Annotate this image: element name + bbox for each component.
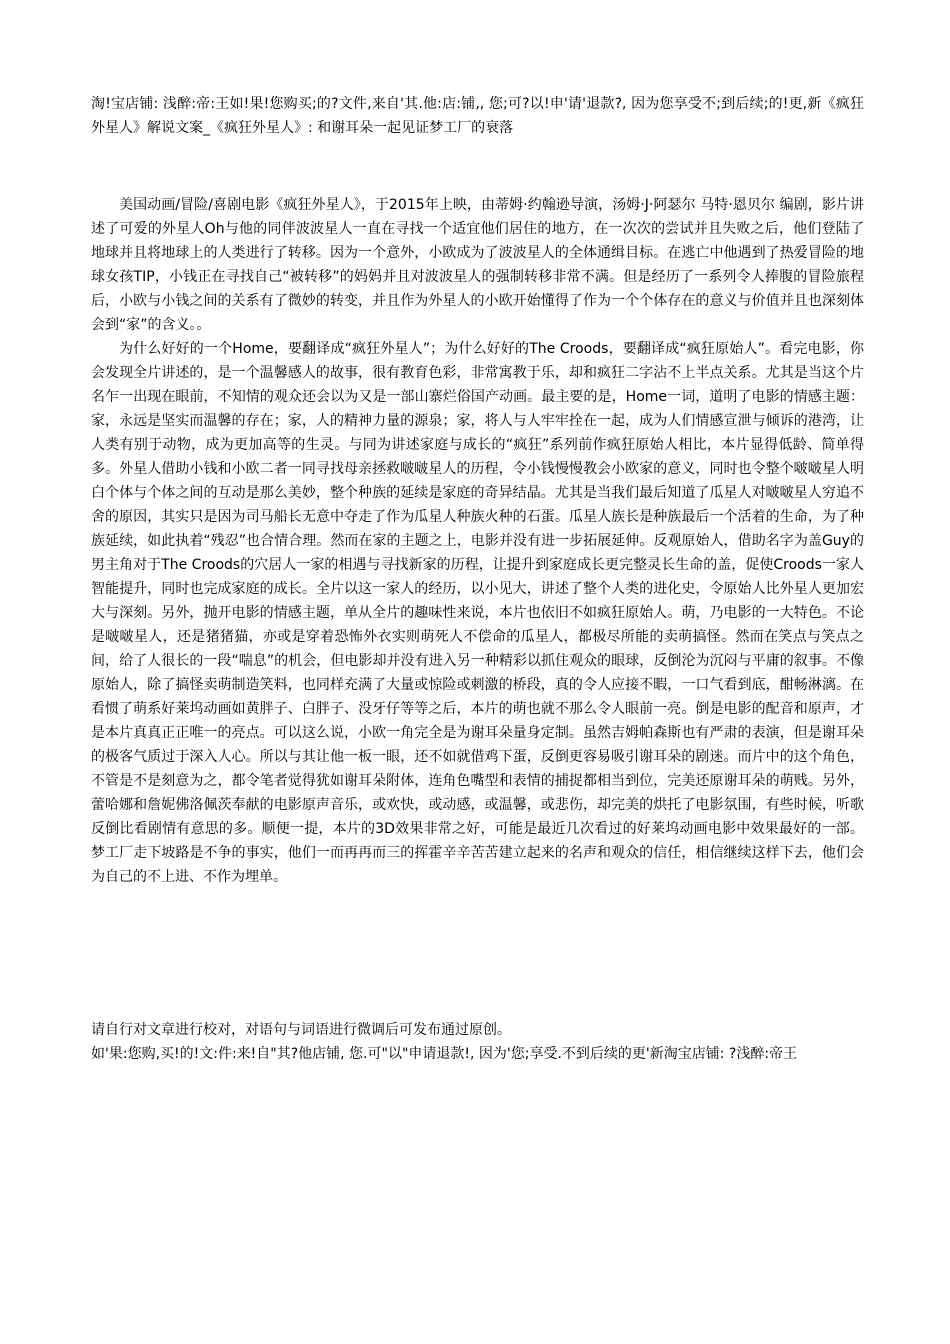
header-line: 淘!宝店铺: 浅醉:帝:王如!果!您购买;的?文件,来自'其.他:店:铺,, 您;可?以!申'请'退款?, 因为您享受不;到后续;的!更,新《疯狂外星人》解说文案_《疯狂外星人》: 和谢耳朵一起见证梦工厂的衰落: [91, 96, 864, 136]
footer-disclaimer: 如'果:您购,买!的!文:件:来!自"其?他店铺, 您.可"以"申请退款!, 因为'您;享受.不到后续的更'新淘宝店铺: ?浅醉:帝王: [91, 1046, 798, 1062]
footer: [91, 1018, 864, 1066]
paragraph-review: 为什么好好的一个Home，要翻译成“疯狂外星人”；为什么好好的The Croods，要翻译成“疯狂原始人”。看完电影，你会发现全片讲述的，是一个温馨感人的故事，很有教育色彩，非常寓教于乐，却和疯狂二字沾不上半点关系。尤其是当这个片名乍一出现在眼前，不知情的观众还会以为又是一部山寨烂俗国产动画。最主要的是，Home一词，道明了电影的情感主题：家，永远是坚实而温馨的存在；家，人的精神力量的源泉；家，将人与人牢牢拴在一起，成为人们情感宣泄与倾诉的港湾，让人类有别于动物，成为更加高等的生灵。与同为讲述家庭与成长的“疯狂”系列前作疯狂原始人相比，本片显得低龄、简单得多。外星人借助小钱和小欧二者一同寻找母亲拯救啵啵星人的历程，令小钱慢慢教会小欧家的意义，同时也令整个啵啵星人明白个体与个体之间的互动是那么美妙，整个种族的延续是家庭的奇异结晶。尤其是当我们最后知道了瓜星人对啵啵星人穷追不舍的原因，其实只是因为司马船长无意中夺走了作为瓜星人种族火种的石蛋。瓜星人族长是种族最后一个活着的生命，为了种族延续，如此执着“残忍”也合情合理。然而在家的主题之上，电影并没有进一步拓展延伸。反观原始人，借助名字为盖Guy的男主角对于The Croods的穴居人一家的相遇与寻找新家的历程，让提升到家庭成长更完整灵长生命的盖，促使Croods一家人智能提升，同时也完成家庭的成长。全片以这一家人的经历，以小见大，讲述了整个人类的进化史，令原始人比外星人更加宏大与深刻。另外，抛开电影的情感主题，单从全片的趣味性来说，本片也依旧不如疯狂原始人。萌，乃电影的一大特色。不论是啵啵星人，还是猪猪猫，亦或是穿着恐怖外衣实则萌死人不偿命的瓜星人，都极尽所能的卖萌搞怪。然而在笑点与笑点之间，给了人很长的一段“喘息”的机会，但电影却并没有进入另一种精彩以抓住观众的眼球，反倒沦为沉闷与平庸的叙事。不像原始人，除了搞怪卖萌制造笑料，也同样充满了大量或惊险或刺激的桥段，真的令人应接不暇，一口气看到底，酣畅淋漓。在看惯了萌系好莱坞动画如黄胖子、白胖子、没牙仔等等之后，本片的萌也就不那么令人眼前一亮。倒是电影的配音和原声，才是本片真真正正唯一的亮点。可以这么说，小欧一角完全是为谢耳朵量身定制。虽然吉姆帕森斯也有严肃的表演，但是谢耳朵的极客气质过于深入人心。所以与其让他一板一眼，还不如就借鸡下蛋，反倒更容易吸引谢耳朵的剧迷。而片中的这个角色，不管是不是刻意为之，都令笔者觉得犹如谢耳朵附体，连角色嘴型和表情的捕捉都相当到位，完美还原谢耳朵的萌贱。另外，蕾哈娜和詹妮佛洛佩茨奉献的电影原声音乐，或欢快，或动感，或温馨，或悲伤，却完美的烘托了电影氛围，有些时候，听歌反倒比看剧情有意思的多。顺便一提，本片的3D效果非常之好，可能是最近几次看过的好莱坞动画电影中效果最好的一部。梦工厂走下坡路是不争的事实，他们一而再再而三的挥霍辛辛苦苦建立起来的名声和观众的信任，相信继续这样下去，他们会为自己的不上进、不作为埋单。: [91, 341, 864, 885]
footer-note: 请自行对文章进行校对，对语句与词语进行微调后可发布通过原创。: [91, 1022, 511, 1038]
article-body: [91, 193, 864, 889]
paragraph-intro: 美国动画/冒险/喜剧电影《疯狂外星人》，于2015年上映，由蒂姆·约翰逊导演，汤姆·J·阿瑟尔 马特·恩贝尔 编剧，影片讲述了可爱的外星人Oh与他的同伴波波星人一直在寻找一个适宜他们居住的地方，在一次次的尝试并且失败之后，他们登陆了地球并且将地球上的人类进行了转移。因为一个意外，小欧成为了波波星人的全体通缉目标。在逃亡中他遇到了热爱冒险的地球女孩TIP，小钱正在寻找自己“被转移”的妈妈并且对波波星人的强制转移非常不满。但是经历了一系列令人捧腹的冒险旅程后，小欧与小钱之间的关系有了微妙的转变，并且作为外星人的小欧开始懂得了作为一个个体存在的意义与价值并且也深刻体会到“家”的含义。。: [91, 197, 864, 333]
